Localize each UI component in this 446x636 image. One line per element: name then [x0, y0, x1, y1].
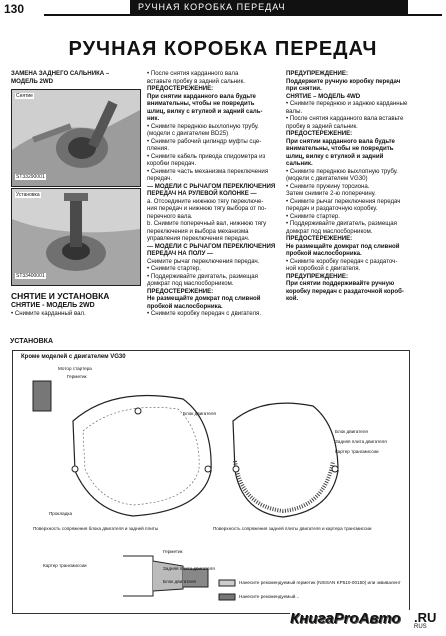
running-title: РУЧНАЯ КОРОБКА ПЕРЕДАЧ [130, 0, 408, 14]
section-removal-installation: СНЯТИЕ И УСТАНОВКА [11, 291, 110, 301]
right-line: Поддержите ручную коробку передач [286, 77, 401, 85]
mid-line: • Снимите переднюю выхлопную трубу. [147, 122, 259, 130]
logo-domain: .RU [414, 610, 437, 625]
right-line: • Снимите коробку передач с раздаточ- [286, 257, 398, 265]
right-line: • Снимите стартер. [286, 212, 341, 220]
legend-recommended: Нанесите рекомендуемый... [239, 594, 300, 599]
right-line: • Поддерживайте двигатель, размещая [286, 220, 397, 227]
right-line: • После снятия карданного вала вставьте [286, 115, 404, 122]
mid-line: коробки передач. [147, 160, 197, 167]
label-block3: Блок двигателя [163, 579, 196, 584]
photo-install-code: ST33400001 [16, 273, 45, 279]
right-line: валы. [286, 107, 303, 115]
mid-line: ПЕРЕДАЧ НА РУЛЕВОЙ КОЛОНКЕ — [147, 190, 257, 197]
mid-line: вставьте пробку в задний сальник. [147, 77, 245, 85]
label-surface1: Поверхность сопряжения блока двигателя и задней плиты [33, 526, 159, 531]
photo-install [11, 188, 141, 286]
mid-line: управления переключения передач. [147, 235, 250, 242]
item-remove-driveshaft: • Снимите карданный вал. [11, 310, 86, 317]
right-line: передач и раздаточную коробку. [286, 205, 378, 212]
page-title: РУЧНАЯ КОРОБКА ПЕРЕДАЧ [68, 38, 378, 60]
label-rear-plate: Задняя плита двигателя [335, 439, 387, 444]
label-gasket: Прокладка [49, 511, 73, 516]
right-line: внимательны, чтобы не повредить [286, 145, 394, 152]
page-header [0, 0, 446, 18]
watermark-logo [290, 610, 442, 634]
logo-text: КнигаProАвто [290, 610, 401, 627]
mid-line: b. Снимите поперечный вал, нижнюю тягу [147, 220, 267, 227]
label-block: Блок двигателя [183, 411, 216, 416]
mid-line: пления. [147, 145, 170, 152]
mid-line: Не размещайте домкрат под сливной [147, 295, 261, 302]
heading-rear-seal: ЗАМЕНА ЗАДНЕГО САЛЬНИКА – [11, 70, 110, 77]
right-line: домкрат под маслосборником. [286, 227, 373, 235]
label-rear-plate2: Задняя плита двигателя [163, 566, 215, 571]
diagram-drawing [13, 351, 409, 613]
right-line: ПРЕДОСТЕРЕЖЕНИЕ: [286, 130, 353, 137]
mid-line: ПРЕДОСТЕРЕЖЕНИЕ: [147, 287, 214, 295]
middle-column [147, 70, 281, 318]
mid-line: ПРЕДОСТЕРЕЖЕНИЕ: [147, 85, 214, 92]
right-line: ПРЕДОСТЕРЕЖЕНИЕ: [286, 235, 353, 242]
right-line: ПРЕДУПРЕЖДЕНИЕ: [286, 272, 349, 280]
section-installation: УСТАНОВКА [10, 338, 54, 345]
mid-line: (модели с двигателем BD25) [147, 130, 229, 137]
right-line: При снятии карданного вала будьте [286, 137, 395, 145]
mid-line: • После снятия карданного вала [147, 70, 239, 77]
mid-line: При снятии карданного вала будьте [147, 92, 256, 100]
right-line: • Снимите переднюю выхлопную трубу. [286, 167, 398, 175]
mid-line: ник. [147, 115, 160, 122]
right-line: • Снимите пружину торсиона. [286, 182, 370, 190]
right-line: Затем снимите 2-ю поперечину. [286, 190, 376, 197]
logo-sub: RUS [414, 624, 427, 630]
photo-removal-label: Снятие [16, 93, 33, 99]
legend-sealant: Нанесите рекомендуемый герметик (NISSAN KP510-00150) или эквивалент [239, 580, 401, 585]
label-block2: Блок двигателя [335, 429, 368, 434]
right-line: (модели с двигателем VG30) [286, 175, 368, 182]
mid-line: — МОДЕЛИ С РЫЧАГОМ ПЕРЕКЛЮЧЕНИЯ [147, 182, 276, 190]
right-line: При снятии поддерживайте ручную [286, 280, 395, 287]
photo-removal-drawing [12, 90, 140, 186]
photo-removal-code: ST33290001 [16, 174, 45, 180]
photo-removal [11, 89, 141, 187]
mid-line: • Снимите кабель привода спидометра из [147, 152, 266, 160]
mid-line: — МОДЕЛИ С РЫЧАГОМ ПЕРЕКЛЮЧЕНИЯ [147, 242, 276, 250]
mid-line: • Снимите коробку передач с двигателя. [147, 310, 262, 317]
mid-line: передач. [147, 175, 173, 182]
right-line: сальник. [286, 160, 313, 167]
right-line: пробкой маслосборника. [286, 250, 362, 257]
right-line: шлиц, вилку с втулкой и задний [286, 152, 384, 160]
mid-line: домкрат под маслосборником. [147, 280, 234, 287]
right-line: СНЯТИЕ – МОДЕЛЬ 4WD [286, 92, 361, 100]
right-line: коробку передач с раздаточной короб- [286, 287, 404, 295]
left-column-bottom [11, 291, 143, 318]
installation-diagram [12, 350, 410, 614]
right-line: пробку в задний сальник. [286, 122, 358, 130]
mid-line: a. Отсоедините нижнюю тягу переключе- [147, 197, 264, 205]
mid-line: Снимите рычаг переключения передач. [147, 257, 260, 265]
mid-line: • Поддерживайте двигатель, размещая [147, 272, 258, 280]
label-case2: Картер трансмиссии [43, 563, 87, 568]
mid-line: • Снимите часть механизма переключения [147, 167, 269, 175]
header-rule [44, 14, 442, 16]
mid-line: • Снимите рабочий цилиндр муфты сце- [147, 137, 262, 145]
right-column [286, 70, 436, 303]
mid-line: перечного вала. [147, 212, 193, 220]
mid-line: пробкой маслосборника. [147, 302, 223, 310]
right-line: при снятии. [286, 85, 322, 92]
sub-removal-2wd: СНЯТИЕ - МОДЕЛЬ 2WD [11, 302, 95, 309]
mid-line: шлиц, вилку с втулкой и задний саль- [147, 107, 263, 115]
mid-line: переключения и выбора механизма [147, 227, 249, 235]
label-starter: Мотор стартера [58, 366, 92, 371]
page-number: 130 [4, 2, 25, 16]
right-line: • Снимите переднюю и заднюю карданные [286, 100, 408, 107]
photo-install-label: Установка [16, 192, 40, 198]
left-column [11, 70, 139, 85]
label-sealant: Герметик [67, 374, 87, 379]
label-sealant2: Герметик [163, 549, 183, 554]
heading-model-2wd: МОДЕЛЬ 2WD [11, 77, 54, 85]
photo-install-drawing [12, 189, 140, 285]
mid-line: внимательны, чтобы не повредить [147, 100, 255, 107]
diagram-caption: Кроме моделей с двигателем VG30 [21, 354, 126, 360]
right-line: ПРЕДУПРЕЖДЕНИЕ: [286, 70, 349, 77]
label-case: Картер трансмиссии [335, 449, 379, 454]
right-line: кой. [286, 295, 299, 302]
mid-line: ния передач и нижнюю тягу выбора от по- [147, 205, 267, 212]
mid-line: • Снимите стартер. [147, 265, 202, 272]
right-line: Не размещайте домкрат под сливной [286, 242, 400, 250]
label-surface2: Поверхность сопряжения задней плиты двигателя и картера трансмиссии [213, 526, 372, 531]
mid-line: ПЕРЕДАЧ НА ПОЛУ — [147, 250, 214, 257]
right-line: ной коробкой с двигателя. [286, 265, 361, 272]
right-line: • Снимите рычаг переключения передач [286, 197, 401, 205]
